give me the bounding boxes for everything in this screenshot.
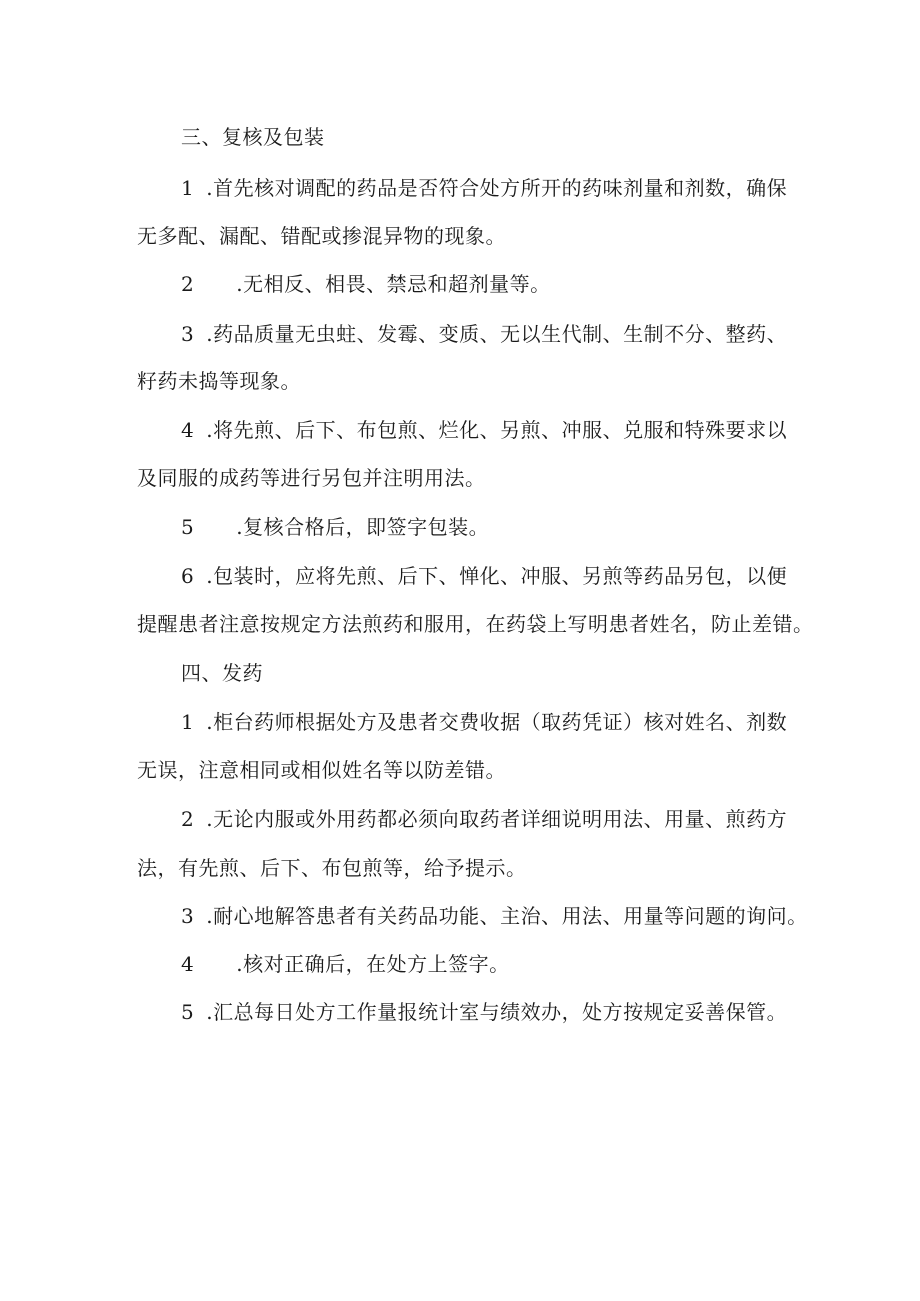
item-number: 1 [181, 176, 195, 200]
list-item-dispense-5 [181, 1000, 787, 1024]
section-heading-dispensing: 四、发药 [181, 661, 263, 685]
list-item-dispense-3 [181, 904, 808, 928]
item-number: 3 [181, 904, 195, 928]
item-number: 1 [181, 710, 195, 734]
item-text: .耐心地解答患者有关药品功能、主治、用法、用量等问题的询问。 [206, 904, 808, 928]
list-item-dispense-4 [181, 952, 510, 976]
section-heading-review-packaging: 三、复核及包装 [181, 125, 325, 149]
list-item-review-3-line-2: 籽药未捣等现象。 [137, 369, 301, 393]
list-item-review-4-line-2: 及同服的成药等进行另包并注明用法。 [137, 466, 486, 490]
list-item-review-6-line-2: 提醒患者注意按规定方法煎药和服用，在药袋上写明患者姓名，防止差错。 [137, 612, 814, 636]
item-text: .药品质量无虫蛀、发霉、变质、无以生代制、生制不分、整药、 [206, 322, 788, 346]
list-item-review-5 [181, 515, 489, 539]
item-number: 4 [181, 952, 195, 976]
item-number: 6 [181, 564, 195, 588]
list-item-review-3-line-1 [181, 322, 787, 346]
list-item-review-1-line-1 [181, 176, 787, 200]
item-text: .复核合格后，即签字包装。 [236, 515, 490, 539]
list-item-dispense-1-line-2: 无误，注意相同或相似姓名等以防差错。 [137, 758, 506, 782]
list-item-review-6-line-1 [181, 564, 787, 588]
item-text: .无论内服或外用药都必须向取药者详细说明用法、用量、煎药方 [206, 807, 788, 831]
item-text: .包装时，应将先煎、后下、惮化、冲服、另煎等药品另包，以便 [206, 564, 788, 588]
list-item-dispense-2-line-2: 法，有先煎、后下、布包煎等，给予提示。 [137, 856, 527, 880]
item-text: .柜台药师根据处方及患者交费收据（取药凭证）核对姓名、剂数 [206, 710, 788, 734]
item-number: 2 [181, 272, 195, 296]
item-text: .核对正确后，在处方上签字。 [236, 952, 510, 976]
list-item-dispense-1-line-1 [181, 710, 787, 734]
item-text: .汇总每日处方工作量报统计室与绩效办，处方按规定妥善保管。 [206, 1000, 788, 1024]
list-item-review-2 [181, 272, 551, 296]
item-number: 5 [181, 1000, 195, 1024]
item-number: 5 [181, 515, 195, 539]
list-item-review-4-line-1 [181, 418, 787, 442]
list-item-review-1-line-2: 无多配、漏配、错配或掺混异物的现象。 [137, 224, 506, 248]
item-text: .无相反、相畏、禁忌和超剂量等。 [236, 272, 551, 296]
item-text: .首先核对调配的药品是否符合处方所开的药味剂量和剂数，确保 [206, 176, 788, 200]
item-number: 2 [181, 807, 195, 831]
item-text: .将先煎、后下、布包煎、烂化、另煎、冲服、兑服和特殊要求以 [206, 418, 788, 442]
item-number: 4 [181, 418, 195, 442]
list-item-dispense-2-line-1 [181, 807, 787, 831]
item-number: 3 [181, 322, 195, 346]
